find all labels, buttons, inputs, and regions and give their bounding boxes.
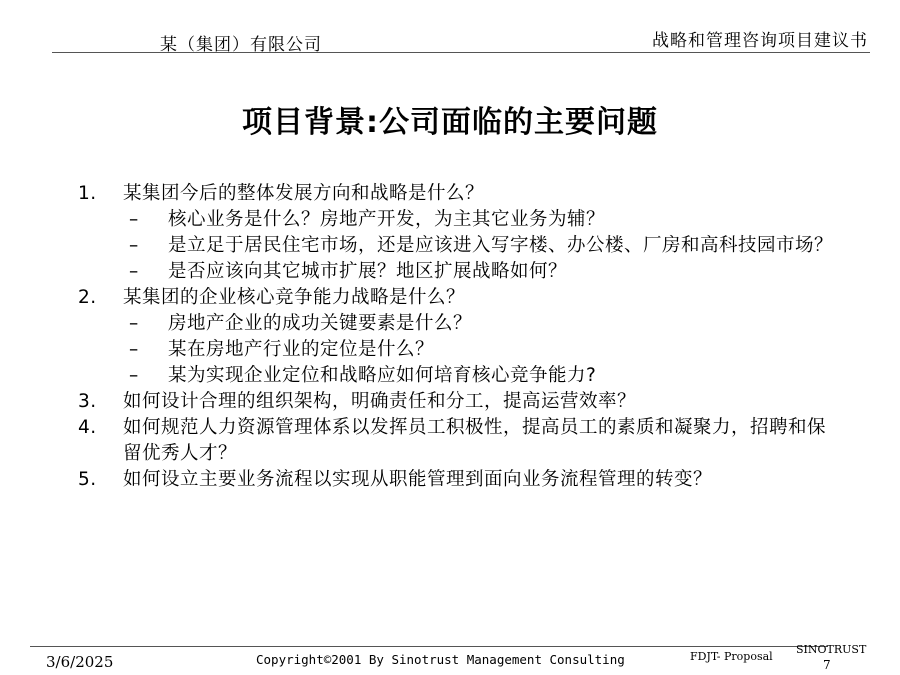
list-marker: 5. [78,469,97,490]
page-number: 7 [823,658,831,672]
list-marker: 2. [78,287,97,308]
list-marker: 1. [78,183,97,204]
sub-list-item [78,337,838,363]
sub-list-item-text: 是立足于居民住宅市场，还是应该进入写字楼、办公楼、厂房和高科技园市场？ [168,235,834,256]
list-marker: 3. [78,391,97,412]
sub-list-item-text: 核心业务是什么？房地产开发，为主其它业务为辅？ [168,209,606,230]
header-divider [52,52,870,53]
footer-divider [30,646,828,647]
list-item-text: 如何设立主要业务流程以实现从职能管理到面向业务流程管理的转变？ [123,469,713,490]
footer-doc-id: FDJT- Proposal [690,650,773,663]
header-doc-title: 战略和管理咨询项目建议书 [652,31,868,51]
dash-marker: – [129,313,139,334]
sub-list-item [78,363,838,389]
list-item [78,467,838,493]
sub-list-item [78,311,838,337]
list-item-text: 如何设计合理的组织架构，明确责任和分工，提高运营效率？ [123,391,637,412]
footer-date: 3/6/2025 [46,653,114,671]
sub-list-item-text: 是否应该向其它城市扩展？地区扩展战略如何？ [168,261,568,282]
sub-list-item [78,259,838,285]
footer-brand: SINOTRUST [796,643,867,656]
dash-marker: – [129,209,139,230]
sub-list-item-text: 房地产企业的成功关键要素是什么？ [168,313,473,334]
dash-marker: – [129,339,139,360]
sub-list-item-text: 某为实现企业定位和战略应如何培育核心竞争能力? [168,365,597,386]
sub-list-item [78,207,838,233]
slide-title: 项目背景:公司面临的主要问题 [242,105,658,140]
list-item [78,181,838,207]
footer-copyright: Copyright©2001 By Sinotrust Management Consulting [256,652,625,667]
dash-marker: – [129,235,139,256]
sub-list-item [78,233,838,259]
list-marker: 4. [78,417,97,438]
dash-marker: – [129,261,139,282]
header-company: 某（集团）有限公司 [160,35,322,55]
list-item-text: 某集团的企业核心竞争能力战略是什么？ [123,287,466,308]
list-item [78,285,838,311]
dash-marker: – [129,365,139,386]
list-item-text: 如何规范人力资源管理体系以发挥员工积极性，提高员工的素质和凝聚力，招聘和保留优秀人才？ [123,417,827,464]
list-item [78,415,838,467]
issue-list [78,181,838,493]
sub-list-item-text: 某在房地产行业的定位是什么？ [168,339,435,360]
list-item [78,389,838,415]
list-item-text: 某集团今后的整体发展方向和战略是什么？ [123,183,485,204]
